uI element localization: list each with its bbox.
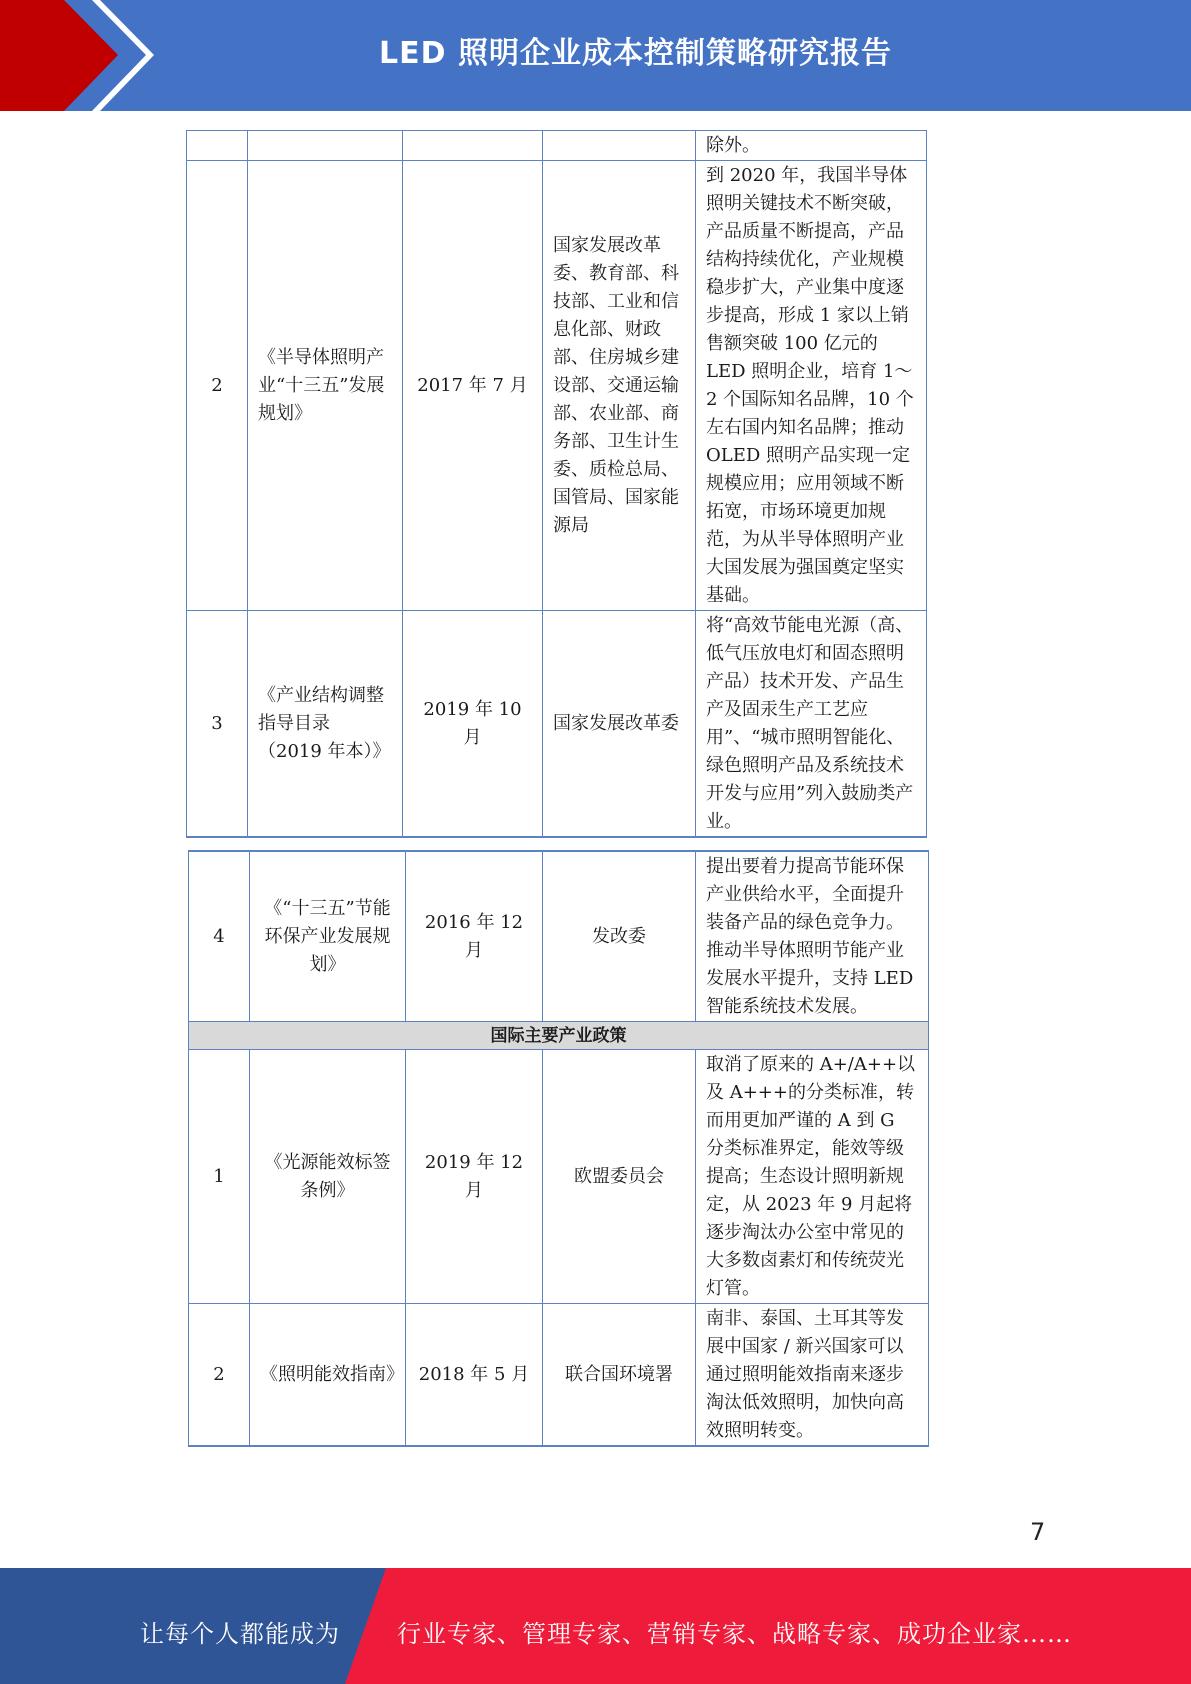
table-row (189, 1050, 929, 1304)
policy-department: 欧盟委员会 (543, 1050, 696, 1304)
policy-name: 《“十三五”节能环保产业发展规划》 (250, 851, 406, 1022)
row-number: 1 (189, 1050, 250, 1304)
policy-department: 发改委 (543, 851, 696, 1022)
row-number: 2 (189, 1304, 250, 1447)
page-number: 7 (1030, 1518, 1046, 1546)
row-number (187, 131, 248, 161)
table-row (189, 1304, 929, 1447)
section-title: 国际主要产业政策 (189, 1022, 929, 1050)
policy-date: 2019 年 10 月 (403, 611, 543, 838)
header-title: LED 照明企业成本控制策略研究报告 (379, 36, 892, 71)
policy-name: 《半导体照明产业“十三五”发展规划》 (248, 161, 403, 611)
policy-date: 2019 年 12 月 (406, 1050, 543, 1304)
section-header-row (189, 1022, 929, 1050)
row-number: 4 (189, 851, 250, 1022)
page-header (0, 0, 1191, 111)
policy-table-continued (186, 130, 927, 838)
table-row (187, 161, 927, 611)
row-number: 2 (187, 161, 248, 611)
policy-date (403, 131, 543, 161)
footer-slogan-right: 行业专家、管理专家、营销专家、战略专家、成功企业家…… (397, 1620, 1072, 1648)
policy-date: 2017 年 7 月 (403, 161, 543, 611)
policy-department: 国家发展改革委、教育部、科技部、工业和信息化部、财政部、住房城乡建设部、交通运输部、农业部、商务部、卫生计生委、质检总局、国管局、国家能源局 (543, 161, 696, 611)
row-number: 3 (187, 611, 248, 838)
policy-table (188, 850, 929, 1447)
footer-slogan-left: 让每个人都能成为 (140, 1620, 340, 1648)
page-footer (0, 1568, 1191, 1684)
table-row (187, 611, 927, 838)
policy-description: 取消了原来的 A+/A++以及 A+++的分类标准，转而用更加严谨的 A 到 G 分类标准界定，能效等级提高；生态设计照明新规定，从 2023 年 9 月起将逐步淘汰办公室中常见的大多数卤素灯和传统荧光灯管。 (696, 1050, 929, 1304)
policy-department: 国家发展改革委 (543, 611, 696, 838)
policy-name (248, 131, 403, 161)
policy-description: 提出要着力提高节能环保产业供给水平，全面提升装备产品的绿色竞争力。推动半导体照明节能产业发展水平提升，支持 LED 智能系统技术发展。 (696, 851, 929, 1022)
policy-description: 到 2020 年，我国半导体照明关键技术不断突破，产品质量不断提高，产品结构持续优化，产业规模稳步扩大，产业集中度逐步提高，形成 1 家以上销售额突破 100 亿元的 LED 照明企业，培育 1～2 个国际知名品牌，10 个左右国内知名品牌；推动 OLED 照明产品实现一定规模应用；应用领域不断拓宽，市场环境更加规范，为从半导体照明产业大国发展为强国奠定坚实基础。 (696, 161, 927, 611)
policy-department (543, 131, 696, 161)
policy-description: 除外。 (696, 131, 927, 161)
policy-department: 联合国环境署 (543, 1304, 696, 1447)
policy-name: 《产业结构调整指导目录（2019 年本）》 (248, 611, 403, 838)
table-row (189, 851, 929, 1022)
table-row (187, 131, 927, 161)
policy-date: 2018 年 5 月 (406, 1304, 543, 1447)
policy-description: 南非、泰国、土耳其等发展中国家 / 新兴国家可以通过照明能效指南来逐步淘汰低效照明，加快向高效照明转变。 (696, 1304, 929, 1447)
policy-name: 《光源能效标签条例》 (250, 1050, 406, 1304)
policy-name: 《照明能效指南》 (250, 1304, 406, 1447)
policy-description: 将“高效节能电光源（高、低气压放电灯和固态照明产品）技术开发、产品生产及固汞生产工艺应用”、“城市照明智能化、绿色照明产品及系统技术开发与应用”列入鼓励类产业。 (696, 611, 927, 838)
policy-date: 2016 年 12 月 (406, 851, 543, 1022)
